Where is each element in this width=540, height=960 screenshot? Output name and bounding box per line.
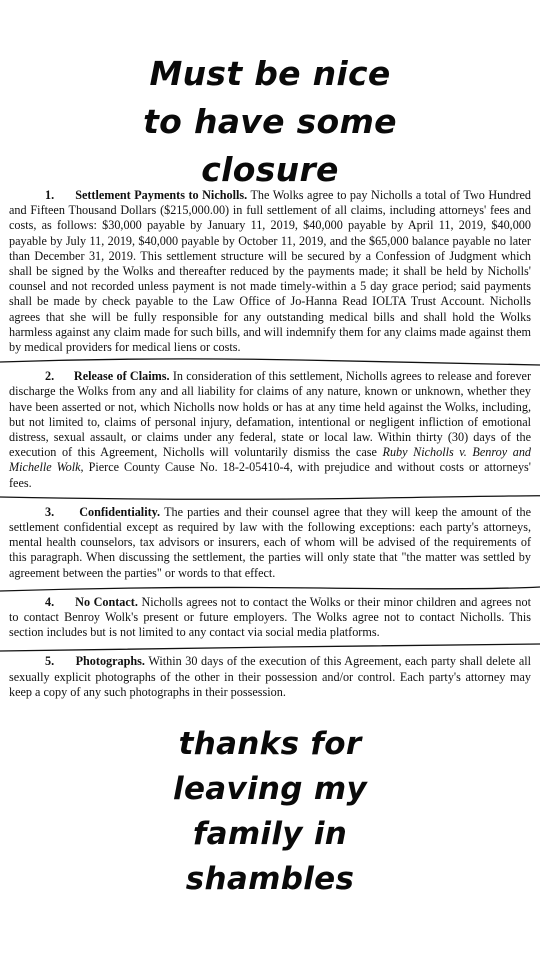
clause-2-number: 2. (45, 369, 55, 384)
caption-bottom-line-1: thanks for (178, 726, 362, 762)
clause-release-of-claims (9, 369, 531, 491)
settlement-document (9, 188, 531, 700)
clause-4-paragraph (9, 595, 531, 641)
torn-edge-divider-1 (0, 356, 540, 368)
clause-5-paragraph (9, 654, 531, 700)
clause-1-heading: Settlement Payments to Nicholls. (75, 188, 248, 202)
clause-2-case-name: Ruby Nicholls v. Benroy and Michelle Wolk, (9, 445, 532, 475)
clause-3-paragraph (9, 505, 531, 581)
clause-4-heading: No Contact. (75, 594, 138, 609)
caption-top (0, 50, 540, 194)
caption-bottom-line-2: leaving my (173, 771, 367, 807)
caption-top-line-1: Must be nice (149, 54, 391, 93)
clause-4-number: 4. (45, 594, 55, 609)
clause-5-text: Within 30 days of the execution of this Agreement, each party shall delete all sexually explicit photographs of the other in their possession and/or control. Each party's attorney may keep a copy of any such photographs in their possession. (9, 654, 531, 699)
torn-edge-divider-3 (0, 583, 540, 595)
clause-5-heading: Photographs. (75, 654, 145, 669)
clause-3-heading: Confidentiality. (79, 504, 161, 519)
torn-edge-divider-4 (0, 642, 540, 654)
clause-2-text-before: In consideration of this settlement, Nicholls agrees to release and forever discharge the Wolks from any and all liability for claims of any nature, known or unknown, whether they have been asserted or not, which Nicholls now holds or has at any time held against the Wolks, including, but not limited to, claims of personal injury, defamation, intentional or negligent infliction of emotional distress, sexual assault, or claims under any federal, state or local law. Within thirty (30) days of the execution of this Agreement, Nicholls will voluntarily dismiss the case (9, 369, 532, 460)
clause-1-number: 1. (45, 188, 55, 202)
caption-top-line-3: closure (201, 150, 339, 189)
caption-bottom-line-3: family in (192, 816, 348, 852)
caption-bottom-line-4: shambles (185, 861, 355, 897)
clause-1-text: The Wolks agree to pay Nicholls a total of Two Hundred and Fifteen Thousand Dollars ($215,000.00) in full settlement of all claims, including attorneys' fees and costs, as follows: $30,000 payable by January 11, 2019, $40,000 payable by April 11, 2019, $40,000 payable by July 11, 2019, $40,000 payable by October 11, 2019, and the $65,000 balance payable no later than December 31, 2019. This settlement structure will be secured by a Confession of Judgment which shall be signed by the Wolks and thereafter reduced by the payments made; it shall be held by Nicholls' counsel and not recorded unless payment is not made timely-within a 5 day grace period; said payments shall be made by check payable to the Law Office of Jo-Hanna Read IOLTA Trust Account. Nicholls agrees that she will be fully responsible for any outstanding medical bills and shall hold the Wolks harmless against any claim made for such bills, and will indemnify them for any claims made against them by medical providers for medical liens or costs. (9, 188, 532, 355)
clause-settlement-payments (9, 188, 531, 355)
clause-2-paragraph (9, 369, 531, 491)
clause-no-contact (9, 595, 531, 641)
clause-1-paragraph (9, 188, 531, 355)
clause-5-number: 5. (45, 654, 55, 669)
clause-3-number: 3. (45, 504, 55, 519)
clause-photographs (9, 654, 531, 700)
clause-3-text: The parties and their counsel agree that they will keep the amount of the settlement confidential except as required by law with the following exceptions: each party's attorneys, mental health counselors, tax advisors or insurers, each of whom will be advised of the requirements of this paragraph. When discussing the settlement, the parties will only state that "the matter was settled by agreement between the parties" or words to that effect. (9, 504, 532, 580)
clause-confidentiality (9, 505, 531, 581)
torn-edge-divider-2 (0, 493, 540, 505)
caption-top-line-2: to have some (143, 102, 397, 141)
clause-2-text-after: Pierce County Cause No. 18-2-05410-4, with prejudice and without costs or attorneys' fees. (9, 460, 531, 490)
clause-2-heading: Release of Claims. (73, 369, 170, 384)
clause-4-text: Nicholls agrees not to contact the Wolks or their minor children and agrees not to contact Benroy Wolk's present or future employers. The Wolks agree not to contact Nicholls. This section includes but is not limited to any contact via social media platforms. (9, 594, 532, 640)
caption-bottom (0, 722, 540, 902)
